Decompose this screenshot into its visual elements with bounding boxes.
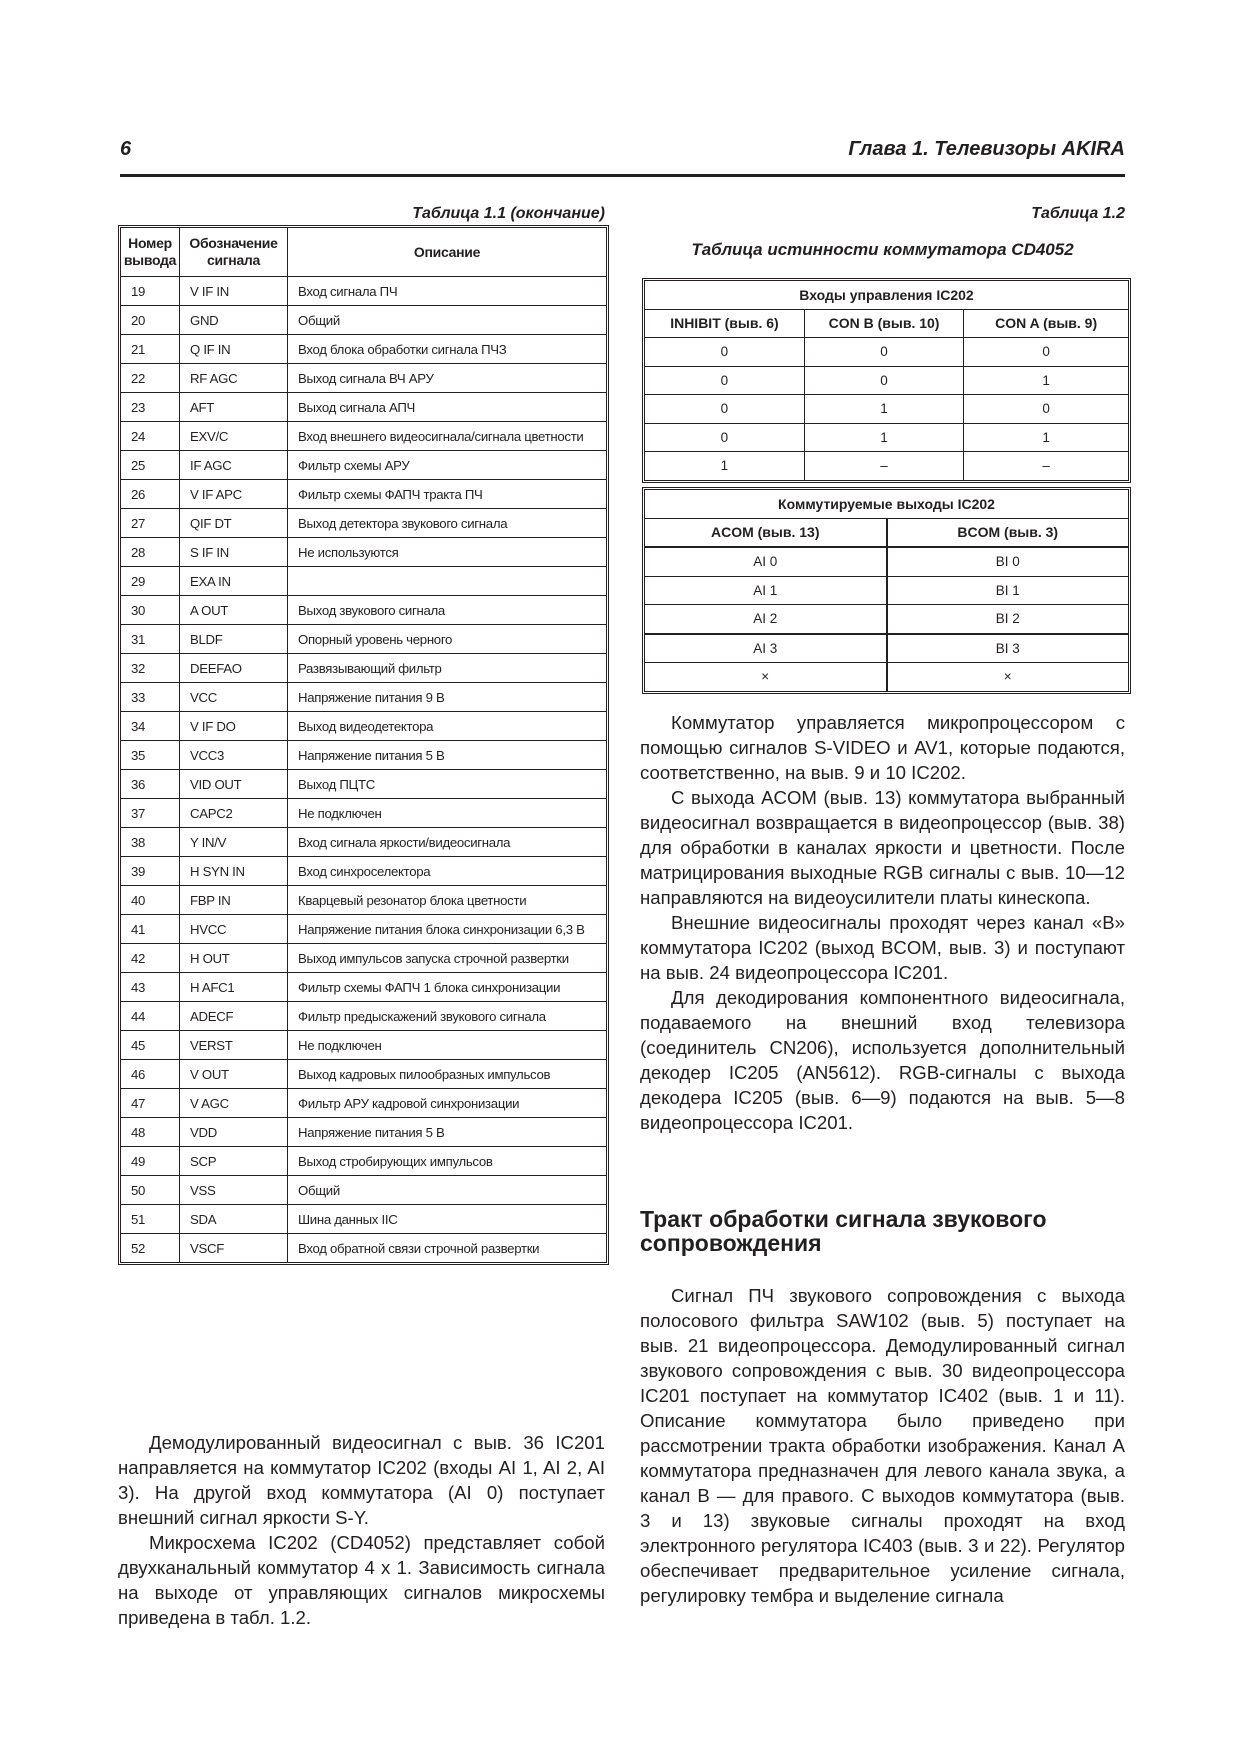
acom-cell: AI 1 xyxy=(645,576,887,605)
bcom-cell: BI 1 xyxy=(887,576,1129,605)
table-row xyxy=(121,364,606,393)
table-row xyxy=(121,306,606,335)
signal-name-cell: VCC xyxy=(180,683,288,712)
con-a-cell: 1 xyxy=(964,366,1128,395)
pin-number-cell: 19 xyxy=(121,277,180,306)
table-row xyxy=(645,634,1128,663)
table-1-2-caption: Таблица 1.2 xyxy=(1031,205,1125,222)
description-cell: Вход внешнего видеосигнала/сигнала цветности xyxy=(288,422,607,451)
table-header-row xyxy=(121,228,606,277)
description-cell: Выход детектора звукового сигнала xyxy=(288,509,607,538)
paragraph: Демодулированный видеосигнал с выв. 36 IC201 направляется на коммутатор IC202 (входы AI 1, AI 2, AI 3). На другой вход коммутатора (AI 0) поступает внешний сигнал яркости S-Y. xyxy=(118,1432,605,1528)
paragraph: Сигнал ПЧ звукового сопровождения с выхода полосового фильтра SAW102 (выв. 5) поступает на выв. 21 видеопроцессора. Демодулированный сигнал звукового сопровождения с выв. 30 видеопроцессора IC201 поступает на коммутатор IC402 (выв. 1 и 11). Описание коммутатора было приведено при рассмотрении тракта обработки изображения. Канал А коммутатора предназначен для левого канала звука, а канал В — для правого. С выходов коммутатора (выв. 3 и 13) звуковые сигналы проходят на вход электронного регулятора IC403 (выв. 3 и 22). Регулятор обеспечивает предварительное усиление сигнала, регулировку тембра и выделение сигнала xyxy=(640,1285,1125,1606)
signal-name-cell: SCP xyxy=(180,1147,288,1176)
pin-number-cell: 32 xyxy=(121,654,180,683)
table-row xyxy=(645,576,1128,605)
pin-number-cell: 30 xyxy=(121,596,180,625)
pin-number-cell: 24 xyxy=(121,422,180,451)
con-a-cell: 0 xyxy=(964,395,1128,424)
table-row xyxy=(121,1176,606,1205)
pin-number-cell: 38 xyxy=(121,828,180,857)
description-cell: Вход сигнала ПЧ xyxy=(288,277,607,306)
paragraph: Микросхема IC202 (CD4052) представляет собой двухканальный коммутатор 4 x 1. Зависимость сигнала на выходе от управляющих сигналов микросхемы приведена в табл. 1.2. xyxy=(118,1532,605,1628)
con-a-cell: 0 xyxy=(964,338,1128,367)
description-cell: Опорный уровень черного xyxy=(288,625,607,654)
signal-name-cell: V OUT xyxy=(180,1060,288,1089)
table-row xyxy=(645,395,1128,424)
description-cell: Выход звукового сигнала xyxy=(288,596,607,625)
description-cell: Фильтр схемы АРУ xyxy=(288,451,607,480)
column-header-signal: Обозначение сигнала xyxy=(180,228,288,277)
signal-name-cell: V IF APC xyxy=(180,480,288,509)
pin-number-cell: 23 xyxy=(121,393,180,422)
table-row xyxy=(121,886,606,915)
table-row xyxy=(121,828,606,857)
inhibit-cell: 0 xyxy=(645,338,804,367)
pin-number-cell: 34 xyxy=(121,712,180,741)
description-cell: Фильтр АРУ кадровой синхронизации xyxy=(288,1089,607,1118)
description-cell: Общий xyxy=(288,306,607,335)
table-row xyxy=(121,538,606,567)
description-cell: Развязывающий фильтр xyxy=(288,654,607,683)
pin-number-cell: 44 xyxy=(121,1002,180,1031)
bcom-cell: BI 3 xyxy=(887,634,1129,663)
con-b-cell: 1 xyxy=(804,395,963,424)
signal-name-cell: CAPC2 xyxy=(180,799,288,828)
pin-number-cell: 27 xyxy=(121,509,180,538)
table-row xyxy=(121,1060,606,1089)
description-cell xyxy=(288,567,607,596)
pin-number-cell: 43 xyxy=(121,973,180,1002)
table-1-2-control-inputs xyxy=(642,278,1131,483)
bcom-cell: BI 0 xyxy=(887,547,1129,576)
description-cell: Шина данных IIC xyxy=(288,1205,607,1234)
description-cell: Не подключен xyxy=(288,1031,607,1060)
signal-name-cell: S IF IN xyxy=(180,538,288,567)
signal-name-cell: EXV/C xyxy=(180,422,288,451)
header-rule xyxy=(120,174,1125,177)
running-header xyxy=(120,138,1125,178)
pin-number-cell: 25 xyxy=(121,451,180,480)
signal-name-cell: Q IF IN xyxy=(180,335,288,364)
control-group-header: Входы управления IC202 xyxy=(645,281,1128,309)
con-b-cell: – xyxy=(804,452,963,480)
acom-cell: × xyxy=(645,663,887,691)
pin-number-cell: 21 xyxy=(121,335,180,364)
description-cell: Выход видеодетектора xyxy=(288,712,607,741)
right-column-text xyxy=(640,710,1125,1135)
pin-number-cell: 40 xyxy=(121,886,180,915)
pin-number-cell: 28 xyxy=(121,538,180,567)
signal-name-cell: BLDF xyxy=(180,625,288,654)
signal-name-cell: EXA IN xyxy=(180,567,288,596)
signal-name-cell: IF AGC xyxy=(180,451,288,480)
table-row xyxy=(121,712,606,741)
table-row xyxy=(121,944,606,973)
table-row xyxy=(645,605,1128,634)
table-row xyxy=(121,1234,606,1263)
signal-name-cell: RF AGC xyxy=(180,364,288,393)
table-row xyxy=(121,422,606,451)
table-row xyxy=(121,567,606,596)
pin-number-cell: 51 xyxy=(121,1205,180,1234)
description-cell: Вход блока обработки сигнала ПЧЗ xyxy=(288,335,607,364)
inhibit-cell: 0 xyxy=(645,366,804,395)
signal-name-cell: VCC3 xyxy=(180,741,288,770)
table-row xyxy=(121,335,606,364)
column-header-pin: Номер вывода xyxy=(121,228,180,277)
table-row xyxy=(121,1031,606,1060)
signal-name-cell: V IF IN xyxy=(180,277,288,306)
table-row xyxy=(121,857,606,886)
table-row xyxy=(121,480,606,509)
table-row xyxy=(121,973,606,1002)
table-row xyxy=(121,915,606,944)
table-row xyxy=(121,451,606,480)
pin-number-cell: 52 xyxy=(121,1234,180,1263)
table-row xyxy=(121,1118,606,1147)
acom-cell: AI 0 xyxy=(645,547,887,576)
signal-name-cell: Y IN/V xyxy=(180,828,288,857)
inhibit-cell: 1 xyxy=(645,452,804,480)
column-header-description: Описание xyxy=(288,228,607,277)
pin-number-cell: 20 xyxy=(121,306,180,335)
paragraph: Коммутатор управляется микропроцессором с помощью сигналов S-VIDEO и AV1, которые подаются, соответственно, на выв. 9 и 10 IC202. xyxy=(640,712,1125,783)
control-inputs-body xyxy=(645,338,1128,480)
signal-name-cell: V AGC xyxy=(180,1089,288,1118)
section-text xyxy=(640,1283,1125,1608)
table-row xyxy=(121,654,606,683)
table-row xyxy=(121,1089,606,1118)
description-cell: Напряжение питания 5 В xyxy=(288,741,607,770)
con-a-cell: – xyxy=(964,452,1128,480)
table-row xyxy=(645,452,1128,480)
pin-number-cell: 31 xyxy=(121,625,180,654)
signal-name-cell: AFT xyxy=(180,393,288,422)
paragraph: Внешние видеосигналы проходят через канал «В» коммутатора IC202 (выход BCOM, выв. 3) и поступают на выв. 24 видеопроцессора IC201. xyxy=(640,912,1125,983)
table-row xyxy=(645,547,1128,576)
signal-name-cell: HVCC xyxy=(180,915,288,944)
output-group-header-row xyxy=(645,490,1128,518)
pin-number-cell: 22 xyxy=(121,364,180,393)
table-row xyxy=(121,683,606,712)
column-header-acom: ACOM (выв. 13) xyxy=(645,518,887,547)
table-row xyxy=(121,596,606,625)
signal-name-cell: H SYN IN xyxy=(180,857,288,886)
table-row xyxy=(121,770,606,799)
pin-number-cell: 49 xyxy=(121,1147,180,1176)
signal-name-cell: SDA xyxy=(180,1205,288,1234)
left-column-text xyxy=(118,1430,605,1630)
chapter-title: Глава 1. Телевизоры AKIRA xyxy=(848,138,1125,160)
table-row xyxy=(121,1002,606,1031)
pin-number-cell: 29 xyxy=(121,567,180,596)
table-row xyxy=(645,366,1128,395)
description-cell: Вход обратной связи строчной развертки xyxy=(288,1234,607,1263)
signal-name-cell: FBP IN xyxy=(180,886,288,915)
pin-number-cell: 47 xyxy=(121,1089,180,1118)
pin-number-cell: 37 xyxy=(121,799,180,828)
paragraph: С выхода ACOM (выв. 13) коммутатора выбранный видеосигнал возвращается в видеопроцессор (выв. 38) для обработки в каналах яркости и цветности. После матрицирования выходные RGB сигналы с выв. 10—12 направляются на видеоусилители платы кинескопа. xyxy=(640,787,1125,908)
bcom-cell: × xyxy=(887,663,1129,691)
table-row xyxy=(121,277,606,306)
description-cell: Не используются xyxy=(288,538,607,567)
table-row xyxy=(121,741,606,770)
pin-number-cell: 48 xyxy=(121,1118,180,1147)
description-cell: Не подключен xyxy=(288,799,607,828)
table-row xyxy=(645,338,1128,367)
signal-name-cell: DEEFAO xyxy=(180,654,288,683)
acom-cell: AI 2 xyxy=(645,605,887,634)
bcom-cell: BI 2 xyxy=(887,605,1129,634)
table-row xyxy=(121,509,606,538)
signal-name-cell: GND xyxy=(180,306,288,335)
description-cell: Выход кадровых пилообразных импульсов xyxy=(288,1060,607,1089)
description-cell: Фильтр предыскажений звукового сигнала xyxy=(288,1002,607,1031)
control-columns-row xyxy=(645,309,1128,338)
column-header-bcom: BCOM (выв. 3) xyxy=(887,518,1129,547)
pin-number-cell: 50 xyxy=(121,1176,180,1205)
description-cell: Напряжение питания 5 В xyxy=(288,1118,607,1147)
output-group-header: Коммутируемые выходы IC202 xyxy=(645,490,1128,518)
table-row xyxy=(645,423,1128,452)
description-cell: Вход синхроселектора xyxy=(288,857,607,886)
table-1-1 xyxy=(118,225,609,1265)
table-1-1-caption: Таблица 1.1 (окончание) xyxy=(412,205,605,222)
table-1-2-switched-outputs xyxy=(642,487,1131,694)
signal-name-cell: VSS xyxy=(180,1176,288,1205)
table-1-1-body xyxy=(121,277,606,1263)
description-cell: Кварцевый резонатор блока цветности xyxy=(288,886,607,915)
con-a-cell: 1 xyxy=(964,423,1128,452)
signal-name-cell: H AFC1 xyxy=(180,973,288,1002)
table-row xyxy=(121,799,606,828)
description-cell: Выход стробирующих импульсов xyxy=(288,1147,607,1176)
con-b-cell: 0 xyxy=(804,338,963,367)
description-cell: Выход сигнала АПЧ xyxy=(288,393,607,422)
pin-number-cell: 45 xyxy=(121,1031,180,1060)
section-heading: Тракт обработки сигнала звукового сопровождения xyxy=(640,1206,1047,1256)
signal-name-cell: VSCF xyxy=(180,1234,288,1263)
control-group-header-row xyxy=(645,281,1128,309)
description-cell: Напряжение питания 9 В xyxy=(288,683,607,712)
table-1-2-title: Таблица истинности коммутатора CD4052 xyxy=(691,240,1074,259)
con-b-cell: 1 xyxy=(804,423,963,452)
signal-name-cell: V IF DO xyxy=(180,712,288,741)
column-header-con-b: CON B (выв. 10) xyxy=(804,309,963,338)
paragraph: Для декодирования компонентного видеосигнала, подаваемого на внешний вход телевизора (соединитель CN206), используется дополнительный декодер IC205 (AN5612). RGB-сигналы с выхода декодера IC205 (выв. 6—9) подаются на выв. 5—8 видеопроцессора IC201. xyxy=(640,987,1125,1133)
inhibit-cell: 0 xyxy=(645,395,804,424)
signal-name-cell: QIF DT xyxy=(180,509,288,538)
signal-name-cell: VID OUT xyxy=(180,770,288,799)
output-columns-row xyxy=(645,518,1128,547)
pin-number-cell: 36 xyxy=(121,770,180,799)
description-cell: Выход ПЦТС xyxy=(288,770,607,799)
signal-name-cell: ADECF xyxy=(180,1002,288,1031)
acom-cell: AI 3 xyxy=(645,634,887,663)
table-row xyxy=(121,625,606,654)
switched-outputs-body xyxy=(645,547,1128,691)
description-cell: Общий xyxy=(288,1176,607,1205)
column-header-inhibit: INHIBIT (выв. 6) xyxy=(645,309,804,338)
pin-number-cell: 35 xyxy=(121,741,180,770)
pin-number-cell: 41 xyxy=(121,915,180,944)
signal-name-cell: H OUT xyxy=(180,944,288,973)
pin-number-cell: 46 xyxy=(121,1060,180,1089)
description-cell: Выход импульсов запуска строчной развертки xyxy=(288,944,607,973)
description-cell: Фильтр схемы ФАПЧ 1 блока синхронизации xyxy=(288,973,607,1002)
pin-number-cell: 42 xyxy=(121,944,180,973)
signal-name-cell: A OUT xyxy=(180,596,288,625)
pin-number-cell: 39 xyxy=(121,857,180,886)
description-cell: Выход сигнала ВЧ АРУ xyxy=(288,364,607,393)
con-b-cell: 0 xyxy=(804,366,963,395)
page-number: 6 xyxy=(120,138,132,160)
description-cell: Фильтр схемы ФАПЧ тракта ПЧ xyxy=(288,480,607,509)
pin-number-cell: 33 xyxy=(121,683,180,712)
pin-number-cell: 26 xyxy=(121,480,180,509)
table-row xyxy=(121,393,606,422)
signal-name-cell: VDD xyxy=(180,1118,288,1147)
table-row xyxy=(645,663,1128,691)
table-row xyxy=(121,1147,606,1176)
table-row xyxy=(121,1205,606,1234)
description-cell: Вход сигнала яркости/видеосигнала xyxy=(288,828,607,857)
signal-name-cell: VERST xyxy=(180,1031,288,1060)
description-cell: Напряжение питания блока синхронизации 6,3 В xyxy=(288,915,607,944)
inhibit-cell: 0 xyxy=(645,423,804,452)
column-header-con-a: CON A (выв. 9) xyxy=(964,309,1128,338)
